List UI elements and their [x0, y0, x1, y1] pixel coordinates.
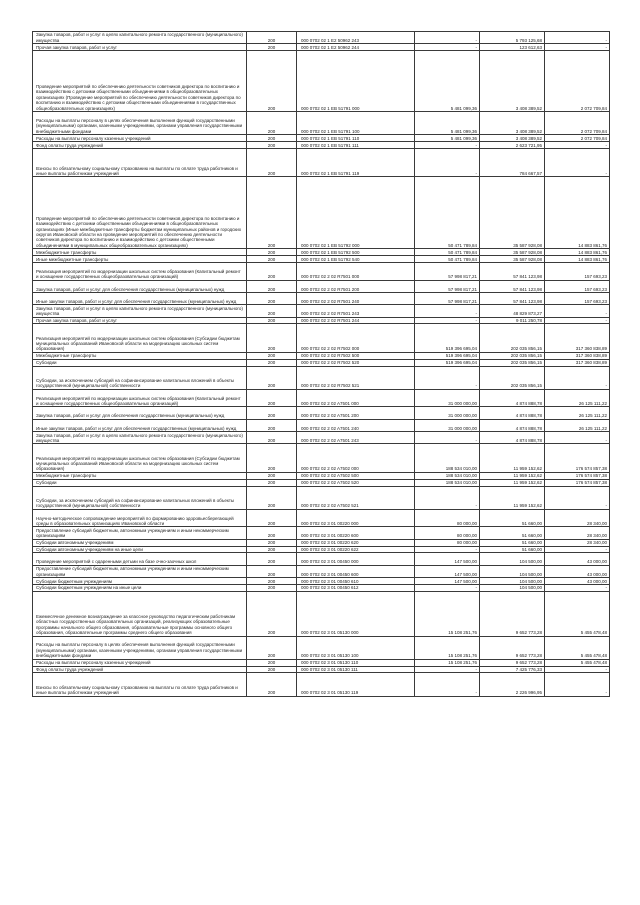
row-code: 200	[247, 280, 297, 292]
table-row	[33, 407, 610, 419]
row-kbk: 000 0702 02 3 01 00450 612	[297, 584, 415, 591]
table-row	[33, 444, 610, 473]
row-remaining: 14 883 861,76	[545, 249, 610, 256]
row-code: 200	[247, 135, 297, 142]
row-planned: 188 534 010,00	[415, 472, 480, 479]
row-remaining: 157 693,23	[545, 292, 610, 304]
row-planned: 15 108 251,76	[415, 636, 480, 659]
row-code: 200	[247, 578, 297, 585]
row-code: 200	[247, 262, 297, 280]
row-code: 200	[247, 539, 297, 546]
row-planned: 147 500,00	[415, 578, 480, 585]
table-row	[33, 249, 610, 256]
row-kbk: 000 0702 02 3 01 00220 620	[297, 539, 415, 546]
row-name: Субсидии	[33, 359, 247, 366]
row-name: Закупка товаров, работ и услуг в целях капитального ремонта государственного (муниципального) имущества	[33, 305, 247, 317]
row-remaining: -	[545, 366, 610, 389]
table-row	[33, 673, 610, 696]
table-row	[33, 324, 610, 353]
row-name: Проведение мероприятий с одаренными детьми на базе очно-заочных школ	[33, 553, 247, 565]
row-remaining: -	[545, 432, 610, 444]
row-kbk: 000 0702 02 2 02 R7501 240	[297, 292, 415, 304]
row-name: Субсидии бюджетным учреждениям на иные цели	[33, 584, 247, 591]
row-name: Проведение мероприятий по обеспечению деятельности советников директора по воспитанию и взаимодействию с детскими общественными объединениями в общеобразовательных организациях (Иные межбюджетные трансферты бюджетам муниципальных районов и городских округов Ивановской области на проведение мероприятий по обеспечению деятельности советников директора по воспитанию и взаимодействию с детскими общественными объединениями в муниципальных общеобразовательных организациях)	[33, 177, 247, 249]
table-row	[33, 148, 610, 177]
row-remaining: -	[545, 44, 610, 51]
row-executed: 202 035 856,15	[480, 366, 545, 389]
table-row	[33, 539, 610, 546]
row-remaining: 26 125 111,22	[545, 407, 610, 419]
row-remaining: 28 340,00	[545, 539, 610, 546]
table-row	[33, 486, 610, 509]
row-code: 200	[247, 509, 297, 527]
row-planned: 57 998 817,21	[415, 292, 480, 304]
table-row	[33, 256, 610, 263]
row-name: Расходы на выплаты персоналу казенных учреждений	[33, 659, 247, 666]
row-code: 200	[247, 249, 297, 256]
row-planned: -	[415, 317, 480, 324]
row-name: Предоставление субсидий бюджетным, автономным учреждениям и иным некоммерческим организациям	[33, 565, 247, 577]
row-code: 200	[247, 553, 297, 565]
row-planned: 50 471 789,84	[415, 249, 480, 256]
row-planned: 31 000 000,00	[415, 407, 480, 419]
row-executed: 51 660,00	[480, 509, 545, 527]
row-kbk: 000 0702 02 2 02 A7501 240	[297, 419, 415, 431]
row-remaining: 43 000,00	[545, 553, 610, 565]
row-kbk: 000 0702 02 2 02 R7501 243	[297, 305, 415, 317]
row-code: 200	[247, 359, 297, 366]
row-name: Закупка товаров, работ и услуг в целях капитального ремонта государственного (муниципального) имущества	[33, 432, 247, 444]
table-row	[33, 659, 610, 666]
row-code: 200	[247, 32, 297, 44]
row-name: Закупка товаров, работ и услуг для обеспечения государственных (муниципальных) нужд	[33, 280, 247, 292]
row-executed: 48 829 873,27	[480, 305, 545, 317]
row-executed: 4 874 888,78	[480, 419, 545, 431]
row-kbk: 000 0702 02 3 01 00450 600	[297, 565, 415, 577]
row-remaining: 28 340,00	[545, 509, 610, 527]
row-code: 200	[247, 366, 297, 389]
row-executed: 51 660,00	[480, 546, 545, 553]
row-name: Закупка товаров, работ и услуг в целях капитального ремонта государственного (муниципального) имущества	[33, 32, 247, 44]
row-planned: 15 108 251,76	[415, 659, 480, 666]
row-name: Реализация мероприятий по модернизации школьных систем образования (Капитальный ремонт и оснащение государственных общеобразовательных организаций)	[33, 262, 247, 280]
row-planned: -	[415, 546, 480, 553]
row-executed: 104 500,00	[480, 553, 545, 565]
row-name: Предоставление субсидий бюджетным, автономным учреждениям и иным некоммерческим организациям	[33, 527, 247, 539]
row-name: Ежемесячное денежное вознаграждение за классное руководство педагогическим работникам областных государственных образовательных организаций, реализующих образовательные программы начального общего образования, образовательные программы основного общего образования, образовательные программы среднего общего образования	[33, 591, 247, 636]
row-planned: 57 998 817,21	[415, 280, 480, 292]
table-row	[33, 112, 610, 135]
row-code: 200	[247, 389, 297, 407]
row-planned: 50 471 789,84	[415, 177, 480, 249]
row-name: Прочая закупка товаров, работ и услуг	[33, 317, 247, 324]
row-executed: 11 959 152,62	[480, 486, 545, 509]
row-code: 200	[247, 112, 297, 135]
row-executed: 9 652 773,28	[480, 659, 545, 666]
row-remaining: 43 000,00	[545, 565, 610, 577]
table-row	[33, 509, 610, 527]
row-remaining: 43 000,00	[545, 578, 610, 585]
row-name: Межбюджетные трансферты	[33, 249, 247, 256]
row-name: Прочая закупка товаров, работ и услуг	[33, 44, 247, 51]
row-kbk: 000 0702 02 2 02 R7501 000	[297, 262, 415, 280]
row-executed: 4 874 888,78	[480, 389, 545, 407]
row-planned: -	[415, 44, 480, 51]
row-name: Расходы на выплаты персоналу в целях обеспечения выполнения функций государственными (муниципальными) органами, казенными учреждениями, органами управления государственными внебюджетными фондами	[33, 112, 247, 135]
row-code: 200	[247, 292, 297, 304]
table-row	[33, 135, 610, 142]
table-row	[33, 51, 610, 112]
table-row	[33, 305, 610, 317]
row-kbk: 000 0702 02 3 01 05130 119	[297, 673, 415, 696]
row-code: 200	[247, 352, 297, 359]
row-planned: -	[415, 32, 480, 44]
row-kbk: 000 0702 02 3 01 00220 600	[297, 527, 415, 539]
row-executed: 104 500,00	[480, 565, 545, 577]
table-row	[33, 389, 610, 407]
row-code: 200	[247, 142, 297, 149]
row-executed: 9 652 773,28	[480, 591, 545, 636]
row-name: Иные межбюджетные трансферты	[33, 256, 247, 263]
row-kbk: 000 0702 02 2 02 A7502 521	[297, 486, 415, 509]
row-remaining: 176 574 857,38	[545, 479, 610, 486]
row-kbk: 000 0702 02 2 02 A7502 520	[297, 479, 415, 486]
row-remaining: 2 072 709,84	[545, 135, 610, 142]
table-row	[33, 472, 610, 479]
row-name: Проведение мероприятий по обеспечению деятельности советников директора по воспитанию и взаимодействию с детскими общественными объединениями в общеобразовательных организациях (Проведение мероприятий по обеспечению деятельности советников директора по воспитанию и взаимодействию с детскими общественными объединениями в государственных общеобразовательных организациях)	[33, 51, 247, 112]
row-kbk: 000 0702 02 1 E2 50962 243	[297, 32, 415, 44]
row-executed: 57 841 123,98	[480, 262, 545, 280]
row-name: Фонд оплаты труда учреждений	[33, 142, 247, 149]
row-executed: 11 959 152,62	[480, 444, 545, 473]
row-code: 200	[247, 324, 297, 353]
row-executed: 104 500,00	[480, 578, 545, 585]
table-row	[33, 44, 610, 51]
table-row	[33, 366, 610, 389]
row-executed: 35 587 928,08	[480, 177, 545, 249]
row-remaining: -	[545, 546, 610, 553]
row-kbk: 000 0702 02 2 02 R7502 000	[297, 324, 415, 353]
row-remaining: 14 883 861,76	[545, 177, 610, 249]
row-code: 200	[247, 546, 297, 553]
row-name: Межбюджетные трансферты	[33, 472, 247, 479]
row-name: Реализация мероприятий по модернизации школьных систем образования (Субсидии бюджетам муниципальных образований Ивановской области на модернизацию школьных систем образования)	[33, 324, 247, 353]
row-code: 200	[247, 419, 297, 431]
row-kbk: 000 0702 02 2 02 A7502 000	[297, 444, 415, 473]
row-code: 200	[247, 673, 297, 696]
row-remaining: 26 125 111,22	[545, 389, 610, 407]
row-executed: 35 587 928,08	[480, 256, 545, 263]
row-code: 200	[247, 565, 297, 577]
row-planned: 147 500,00	[415, 553, 480, 565]
row-remaining: 2 072 709,84	[545, 51, 610, 112]
table-row	[33, 317, 610, 324]
row-executed: 9 011 250,78	[480, 317, 545, 324]
table-row	[33, 591, 610, 636]
row-remaining: -	[545, 317, 610, 324]
row-remaining: 5 455 478,48	[545, 591, 610, 636]
row-code: 200	[247, 472, 297, 479]
row-remaining: 28 340,00	[545, 527, 610, 539]
row-kbk: 000 0702 02 3 01 05130 110	[297, 659, 415, 666]
row-executed: 35 587 928,08	[480, 249, 545, 256]
row-planned: -	[415, 148, 480, 177]
row-planned: 188 534 010,00	[415, 479, 480, 486]
row-name: Закупка товаров, работ и услуг для обеспечения государственных (муниципальных) нужд	[33, 407, 247, 419]
row-name: Фонд оплаты труда учреждений	[33, 666, 247, 673]
table-row	[33, 578, 610, 585]
row-planned: 15 108 251,76	[415, 591, 480, 636]
row-executed: 784 667,57	[480, 148, 545, 177]
row-code: 200	[247, 584, 297, 591]
row-executed: 7 425 776,33	[480, 666, 545, 673]
table-row	[33, 527, 610, 539]
row-remaining: 5 455 478,48	[545, 659, 610, 666]
row-kbk: 000 0702 02 3 01 00450 000	[297, 553, 415, 565]
row-code: 200	[247, 527, 297, 539]
row-remaining: 157 693,23	[545, 280, 610, 292]
table-row	[33, 432, 610, 444]
row-planned: 31 000 000,00	[415, 419, 480, 431]
row-code: 200	[247, 666, 297, 673]
row-kbk: 000 0702 02 2 02 R7501 244	[297, 317, 415, 324]
table-row	[33, 546, 610, 553]
row-planned: -	[415, 673, 480, 696]
row-remaining: 317 360 838,89	[545, 352, 610, 359]
row-kbk: 000 0702 02 2 02 R7502 520	[297, 359, 415, 366]
row-name: Субсидии автономным учреждениям	[33, 539, 247, 546]
row-name: Взносы по обязательному социальному страхованию на выплаты по оплате труда работников и иные выплаты работникам учреждений	[33, 148, 247, 177]
row-executed: 51 660,00	[480, 539, 545, 546]
row-executed: 4 874 888,78	[480, 432, 545, 444]
row-planned: -	[415, 584, 480, 591]
row-kbk: 000 0702 02 1 EB 51791 000	[297, 51, 415, 112]
row-code: 200	[247, 659, 297, 666]
report-table	[32, 31, 610, 697]
row-name: Научно-методическое сопровождение мероприятий по формированию здоровьесберегающей среды в образовательных организациях Ивановской области	[33, 509, 247, 527]
row-executed: 5 793 125,68	[480, 32, 545, 44]
row-kbk: 000 0702 02 2 02 R7501 200	[297, 280, 415, 292]
row-name: Иные закупки товаров, работ и услуг для обеспечения государственных (муниципальных) нужд	[33, 419, 247, 431]
row-name: Субсидии автономным учреждениям на иные цели	[33, 546, 247, 553]
row-planned: 80 000,00	[415, 509, 480, 527]
table-row	[33, 584, 610, 591]
row-executed: 11 959 152,62	[480, 479, 545, 486]
row-name: Субсидии бюджетным учреждениям	[33, 578, 247, 585]
report-table-body	[33, 32, 610, 697]
row-planned: 5 481 099,36	[415, 112, 480, 135]
row-remaining: 157 693,23	[545, 262, 610, 280]
row-remaining: 5 455 478,48	[545, 636, 610, 659]
row-code: 200	[247, 486, 297, 509]
row-planned: 5 481 099,36	[415, 135, 480, 142]
row-kbk: 000 0702 02 1 EB 51791 111	[297, 142, 415, 149]
row-planned: 80 000,00	[415, 527, 480, 539]
row-planned: -	[415, 305, 480, 317]
table-row	[33, 359, 610, 366]
row-kbk: 000 0702 02 3 01 05130 100	[297, 636, 415, 659]
row-executed: 2 226 996,95	[480, 673, 545, 696]
row-code: 200	[247, 317, 297, 324]
row-remaining: 176 574 857,38	[545, 444, 610, 473]
row-kbk: 000 0702 02 1 EB 51791 119	[297, 148, 415, 177]
row-remaining: -	[545, 142, 610, 149]
row-code: 200	[247, 177, 297, 249]
row-code: 200	[247, 444, 297, 473]
row-kbk: 000 0702 02 3 01 00220 000	[297, 509, 415, 527]
table-row	[33, 553, 610, 565]
row-planned: -	[415, 666, 480, 673]
row-remaining: -	[545, 305, 610, 317]
row-code: 200	[247, 479, 297, 486]
row-remaining: -	[545, 32, 610, 44]
row-remaining: 26 125 111,22	[545, 419, 610, 431]
row-kbk: 000 0702 02 2 02 R7502 500	[297, 352, 415, 359]
row-remaining: 14 883 861,76	[545, 256, 610, 263]
row-executed: 2 623 721,95	[480, 142, 545, 149]
row-planned: 188 534 010,00	[415, 444, 480, 473]
row-executed: 202 035 856,15	[480, 359, 545, 366]
table-row	[33, 32, 610, 44]
row-planned: 80 000,00	[415, 539, 480, 546]
row-remaining: -	[545, 666, 610, 673]
row-remaining: 176 574 857,38	[545, 472, 610, 479]
row-name: Расходы на выплаты персоналу казенных учреждений	[33, 135, 247, 142]
row-name: Межбюджетные трансферты	[33, 352, 247, 359]
row-remaining: 317 360 838,89	[545, 324, 610, 353]
row-remaining: -	[545, 584, 610, 591]
row-code: 200	[247, 407, 297, 419]
row-executed: 3 408 389,52	[480, 51, 545, 112]
table-row	[33, 142, 610, 149]
row-kbk: 000 0702 02 2 02 A7501 200	[297, 407, 415, 419]
row-executed: 57 841 123,98	[480, 280, 545, 292]
row-executed: 57 841 123,98	[480, 292, 545, 304]
row-kbk: 000 0702 02 1 EB 51792 000	[297, 177, 415, 249]
table-row	[33, 565, 610, 577]
row-planned: -	[415, 142, 480, 149]
row-kbk: 000 0702 02 2 02 A7501 000	[297, 389, 415, 407]
row-remaining: -	[545, 148, 610, 177]
row-planned: -	[415, 366, 480, 389]
row-kbk: 000 0702 02 1 EB 51791 100	[297, 112, 415, 135]
row-planned: 147 500,00	[415, 565, 480, 577]
row-planned: 519 396 695,04	[415, 359, 480, 366]
row-kbk: 000 0702 02 1 E2 50962 244	[297, 44, 415, 51]
row-executed: 51 660,00	[480, 527, 545, 539]
row-remaining: 317 360 838,89	[545, 359, 610, 366]
row-kbk: 000 0702 02 2 02 A7502 500	[297, 472, 415, 479]
row-executed: 202 035 856,15	[480, 352, 545, 359]
row-code: 200	[247, 148, 297, 177]
row-code: 200	[247, 432, 297, 444]
row-planned: -	[415, 486, 480, 509]
row-executed: 3 408 389,52	[480, 135, 545, 142]
row-executed: 11 959 152,62	[480, 472, 545, 479]
row-planned: 519 396 695,04	[415, 324, 480, 353]
row-planned: 5 481 099,36	[415, 51, 480, 112]
row-executed: 9 652 773,28	[480, 636, 545, 659]
row-kbk: 000 0702 02 3 01 00220 622	[297, 546, 415, 553]
table-row	[33, 666, 610, 673]
row-remaining: 2 072 709,84	[545, 112, 610, 135]
table-row	[33, 292, 610, 304]
row-name: Субсидии, за исключением субсидий на софинансирование капитальных вложений в объекты государственной (муниципальной) собственности	[33, 486, 247, 509]
table-row	[33, 352, 610, 359]
row-executed: 104 500,00	[480, 584, 545, 591]
row-code: 200	[247, 636, 297, 659]
row-planned: 31 000 000,00	[415, 389, 480, 407]
table-row	[33, 479, 610, 486]
row-name: Взносы по обязательному социальному страхованию на выплаты по оплате труда работников и иные выплаты работникам учреждений	[33, 673, 247, 696]
row-executed: 3 408 389,52	[480, 112, 545, 135]
table-row	[33, 177, 610, 249]
row-code: 200	[247, 51, 297, 112]
table-row	[33, 262, 610, 280]
row-code: 200	[247, 591, 297, 636]
row-kbk: 000 0702 02 3 01 05130 000	[297, 591, 415, 636]
row-code: 200	[247, 256, 297, 263]
table-row	[33, 419, 610, 431]
row-executed: 123 612,63	[480, 44, 545, 51]
row-name: Субсидии, за исключением субсидий на софинансирование капитальных вложений в объекты государственной (муниципальной) собственности	[33, 366, 247, 389]
table-row	[33, 280, 610, 292]
row-name: Субсидии	[33, 479, 247, 486]
row-name: Иные закупки товаров, работ и услуг для обеспечения государственных (муниципальных) нужд	[33, 292, 247, 304]
row-name: Расходы на выплаты персоналу в целях обеспечения выполнения функций государственными (муниципальными) органами, казенными учреждениями, органами управления государственными внебюджетными фондами	[33, 636, 247, 659]
row-kbk: 000 0702 02 2 02 R7502 521	[297, 366, 415, 389]
row-planned: -	[415, 432, 480, 444]
row-planned: 50 471 789,84	[415, 256, 480, 263]
row-remaining: -	[545, 486, 610, 509]
row-planned: 519 396 695,04	[415, 352, 480, 359]
row-executed: 202 035 856,15	[480, 324, 545, 353]
row-kbk: 000 0702 02 1 EB 51792 540	[297, 256, 415, 263]
row-kbk: 000 0702 02 3 01 00450 610	[297, 578, 415, 585]
row-code: 200	[247, 305, 297, 317]
row-kbk: 000 0702 02 3 01 05130 111	[297, 666, 415, 673]
row-code: 200	[247, 44, 297, 51]
row-remaining: -	[545, 673, 610, 696]
row-executed: 4 874 888,78	[480, 407, 545, 419]
row-planned: 57 998 817,21	[415, 262, 480, 280]
row-kbk: 000 0702 02 2 02 A7501 243	[297, 432, 415, 444]
row-kbk: 000 0702 02 1 EB 51791 110	[297, 135, 415, 142]
row-name: Реализация мероприятий по модернизации школьных систем образования (Капитальный ремонт и оснащение государственных общеобразовательных организаций)	[33, 389, 247, 407]
table-row	[33, 636, 610, 659]
row-kbk: 000 0702 02 1 EB 51792 500	[297, 249, 415, 256]
row-name: Реализация мероприятий по модернизации школьных систем образования (Субсидии бюджетам муниципальных образований Ивановской области на модернизацию школьных систем образования)	[33, 444, 247, 473]
